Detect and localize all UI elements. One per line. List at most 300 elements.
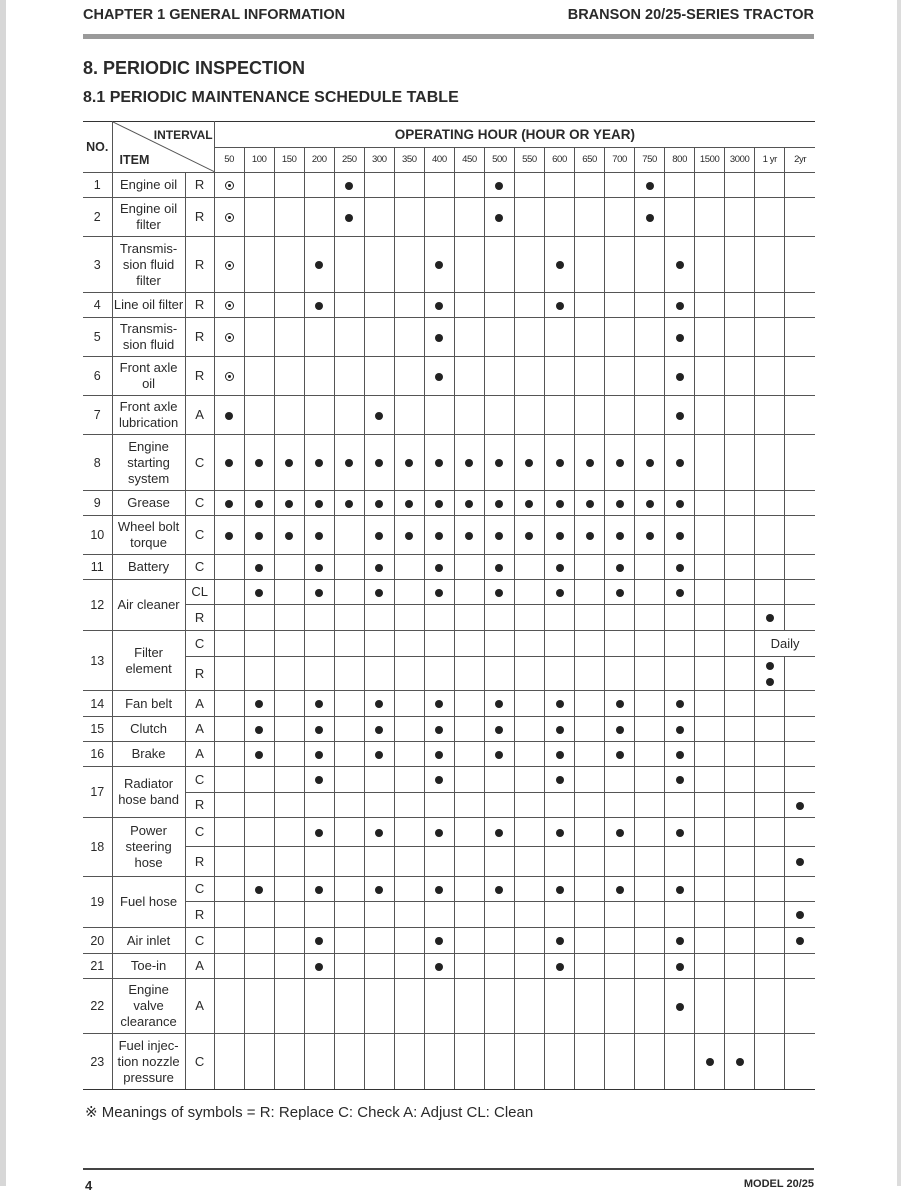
schedule-cell bbox=[364, 793, 394, 818]
table-row bbox=[83, 491, 815, 516]
schedule-cell bbox=[304, 847, 334, 877]
schedule-cell bbox=[544, 793, 574, 818]
hour-column-header: 50 bbox=[214, 148, 244, 173]
schedule-cell bbox=[274, 605, 304, 631]
schedule-cell bbox=[454, 237, 484, 293]
item-name: Radiator hose band bbox=[112, 767, 185, 818]
schedule-cell bbox=[424, 605, 454, 631]
schedule-cell bbox=[334, 928, 364, 954]
schedule-cell bbox=[575, 657, 605, 691]
schedule-cell bbox=[364, 173, 394, 198]
schedule-cell bbox=[575, 491, 605, 516]
schedule-cell bbox=[274, 902, 304, 928]
schedule-cell bbox=[214, 657, 244, 691]
schedule-cell bbox=[454, 173, 484, 198]
schedule-cell bbox=[605, 793, 635, 818]
schedule-cell bbox=[544, 1034, 574, 1090]
dot-mark bbox=[225, 412, 233, 420]
schedule-cell bbox=[394, 293, 424, 318]
schedule-cell bbox=[514, 491, 544, 516]
schedule-cell bbox=[304, 657, 334, 691]
schedule-cell bbox=[785, 491, 815, 516]
dot-mark bbox=[556, 963, 564, 971]
schedule-cell bbox=[605, 491, 635, 516]
schedule-cell bbox=[394, 357, 424, 396]
schedule-cell bbox=[484, 516, 514, 555]
schedule-cell bbox=[454, 691, 484, 717]
schedule-cell bbox=[665, 631, 695, 657]
schedule-cell bbox=[514, 818, 544, 847]
hour-column-header: 200 bbox=[304, 148, 334, 173]
initial-replace-mark bbox=[225, 213, 234, 222]
dot-mark bbox=[405, 500, 413, 508]
schedule-cell bbox=[454, 1034, 484, 1090]
schedule-cell bbox=[575, 767, 605, 793]
schedule-cell bbox=[725, 691, 755, 717]
table-row bbox=[83, 357, 815, 396]
schedule-cell bbox=[424, 173, 454, 198]
model-header: BRANSON 20/25-SERIES TRACTOR bbox=[567, 7, 814, 23]
table-row bbox=[83, 928, 815, 954]
schedule-cell bbox=[394, 555, 424, 580]
schedule-cell bbox=[695, 742, 725, 767]
schedule-cell bbox=[755, 435, 785, 491]
schedule-cell bbox=[605, 818, 635, 847]
operating-hour-header: OPERATING HOUR (HOUR OR YEAR) bbox=[214, 122, 815, 148]
schedule-cell bbox=[424, 742, 454, 767]
dot-mark bbox=[465, 500, 473, 508]
schedule-cell bbox=[514, 318, 544, 357]
schedule-cell bbox=[785, 742, 815, 767]
schedule-cell bbox=[214, 928, 244, 954]
item-name: Clutch bbox=[112, 717, 185, 742]
schedule-cell bbox=[544, 491, 574, 516]
dot-mark bbox=[315, 726, 323, 734]
schedule-cell bbox=[544, 237, 574, 293]
interval-code: C bbox=[185, 877, 214, 902]
schedule-cell bbox=[424, 516, 454, 555]
schedule-cell bbox=[334, 818, 364, 847]
schedule-cell bbox=[214, 396, 244, 435]
schedule-cell bbox=[695, 877, 725, 902]
schedule-cell bbox=[725, 1034, 755, 1090]
table-row bbox=[83, 847, 815, 877]
row-number: 14 bbox=[83, 691, 112, 717]
dot-mark bbox=[315, 589, 323, 597]
schedule-cell bbox=[274, 954, 304, 979]
schedule-cell bbox=[364, 818, 394, 847]
item-name: Transmis-sion fluid bbox=[112, 318, 185, 357]
schedule-cell bbox=[304, 491, 334, 516]
schedule-cell bbox=[484, 717, 514, 742]
schedule-cell bbox=[484, 657, 514, 691]
schedule-cell bbox=[544, 396, 574, 435]
item-name: Power steering hose bbox=[112, 818, 185, 877]
schedule-cell bbox=[394, 877, 424, 902]
schedule-cell bbox=[725, 742, 755, 767]
item-name: Fuel injec-tion nozzle pressure bbox=[112, 1034, 185, 1090]
schedule-cell bbox=[635, 767, 665, 793]
dot-mark bbox=[375, 459, 383, 467]
table-row bbox=[83, 198, 815, 237]
schedule-cell bbox=[214, 717, 244, 742]
schedule-cell bbox=[484, 902, 514, 928]
schedule-cell bbox=[695, 555, 725, 580]
dot-mark bbox=[405, 532, 413, 540]
schedule-cell bbox=[244, 237, 274, 293]
schedule-cell bbox=[755, 396, 785, 435]
dot-mark bbox=[676, 1003, 684, 1011]
schedule-cell bbox=[454, 396, 484, 435]
dot-mark bbox=[556, 751, 564, 759]
schedule-cell bbox=[514, 396, 544, 435]
dot-mark bbox=[315, 500, 323, 508]
schedule-cell bbox=[484, 293, 514, 318]
dot-mark bbox=[315, 829, 323, 837]
schedule-cell bbox=[665, 1034, 695, 1090]
schedule-cell bbox=[785, 435, 815, 491]
table-row bbox=[83, 877, 815, 902]
schedule-cell bbox=[484, 357, 514, 396]
schedule-cell bbox=[575, 793, 605, 818]
dot-mark bbox=[556, 261, 564, 269]
schedule-cell bbox=[665, 580, 695, 605]
schedule-cell bbox=[575, 847, 605, 877]
schedule-cell bbox=[635, 691, 665, 717]
schedule-cell bbox=[364, 902, 394, 928]
schedule-cell bbox=[364, 767, 394, 793]
schedule-cell bbox=[785, 318, 815, 357]
schedule-cell bbox=[214, 173, 244, 198]
item-name: Fan belt bbox=[112, 691, 185, 717]
schedule-cell bbox=[665, 357, 695, 396]
row-number: 16 bbox=[83, 742, 112, 767]
dot-mark bbox=[375, 412, 383, 420]
schedule-cell bbox=[274, 657, 304, 691]
schedule-cell bbox=[605, 435, 635, 491]
schedule-cell bbox=[424, 928, 454, 954]
schedule-cell bbox=[544, 818, 574, 847]
schedule-cell bbox=[755, 818, 785, 847]
schedule-cell bbox=[244, 928, 274, 954]
interval-label: INTERVAL bbox=[153, 128, 213, 142]
schedule-cell bbox=[274, 435, 304, 491]
hour-column-header: 1500 bbox=[695, 148, 725, 173]
interval-code: A bbox=[185, 742, 214, 767]
schedule-cell bbox=[605, 928, 635, 954]
schedule-cell bbox=[334, 198, 364, 237]
schedule-cell bbox=[575, 979, 605, 1034]
dot-mark bbox=[676, 532, 684, 540]
schedule-cell bbox=[274, 580, 304, 605]
schedule-cell bbox=[214, 516, 244, 555]
schedule-cell bbox=[364, 396, 394, 435]
schedule-cell bbox=[484, 979, 514, 1034]
schedule-cell bbox=[665, 928, 695, 954]
schedule-cell bbox=[725, 717, 755, 742]
interval-code: R bbox=[185, 173, 214, 198]
schedule-cell bbox=[755, 173, 785, 198]
dot-mark bbox=[435, 261, 443, 269]
schedule-cell bbox=[575, 318, 605, 357]
schedule-cell bbox=[394, 767, 424, 793]
schedule-cell bbox=[725, 605, 755, 631]
schedule-cell bbox=[424, 717, 454, 742]
schedule-cell bbox=[214, 979, 244, 1034]
dot-mark bbox=[646, 214, 654, 222]
schedule-cell bbox=[695, 173, 725, 198]
schedule-cell bbox=[725, 516, 755, 555]
schedule-cell bbox=[454, 516, 484, 555]
dot-mark bbox=[285, 500, 293, 508]
dot-mark bbox=[796, 937, 804, 945]
schedule-cell bbox=[575, 555, 605, 580]
schedule-cell bbox=[334, 396, 364, 435]
hour-column-header: 250 bbox=[334, 148, 364, 173]
dot-mark bbox=[435, 334, 443, 342]
schedule-cell bbox=[575, 237, 605, 293]
schedule-cell bbox=[484, 605, 514, 631]
dot-mark bbox=[495, 751, 503, 759]
row-number: 2 bbox=[83, 198, 112, 237]
dot-mark bbox=[375, 829, 383, 837]
schedule-cell bbox=[244, 979, 274, 1034]
schedule-cell bbox=[665, 198, 695, 237]
schedule-cell bbox=[755, 954, 785, 979]
schedule-cell bbox=[725, 580, 755, 605]
schedule-cell bbox=[605, 516, 635, 555]
schedule-cell bbox=[304, 767, 334, 793]
schedule-cell bbox=[334, 657, 364, 691]
schedule-cell bbox=[785, 691, 815, 717]
schedule-cell bbox=[364, 877, 394, 902]
schedule-cell bbox=[244, 318, 274, 357]
item-name: Wheel bolt torque bbox=[112, 516, 185, 555]
schedule-cell bbox=[695, 631, 725, 657]
schedule-cell bbox=[214, 691, 244, 717]
schedule-cell bbox=[514, 928, 544, 954]
dot-mark bbox=[556, 564, 564, 572]
schedule-cell bbox=[785, 847, 815, 877]
schedule-cell bbox=[695, 293, 725, 318]
schedule-cell bbox=[394, 237, 424, 293]
schedule-cell bbox=[394, 847, 424, 877]
dot-mark bbox=[285, 532, 293, 540]
row-number: 1 bbox=[83, 173, 112, 198]
schedule-cell bbox=[635, 396, 665, 435]
schedule-cell bbox=[695, 954, 725, 979]
schedule-cell bbox=[274, 767, 304, 793]
schedule-cell bbox=[214, 954, 244, 979]
dot-mark bbox=[556, 459, 564, 467]
dot-mark bbox=[676, 751, 684, 759]
schedule-cell bbox=[635, 1034, 665, 1090]
schedule-cell bbox=[695, 847, 725, 877]
dot-mark bbox=[556, 500, 564, 508]
schedule-cell bbox=[424, 979, 454, 1034]
schedule-cell bbox=[695, 396, 725, 435]
schedule-cell bbox=[755, 491, 785, 516]
header-row-1 bbox=[83, 122, 815, 148]
schedule-cell bbox=[424, 954, 454, 979]
interval-code: R bbox=[185, 237, 214, 293]
no-header: NO. bbox=[83, 122, 112, 173]
schedule-cell bbox=[635, 198, 665, 237]
dot-mark bbox=[676, 564, 684, 572]
schedule-cell bbox=[304, 580, 334, 605]
dot-mark bbox=[225, 532, 233, 540]
schedule-cell bbox=[785, 516, 815, 555]
hour-column-header: 500 bbox=[484, 148, 514, 173]
schedule-cell bbox=[394, 691, 424, 717]
schedule-cell bbox=[484, 691, 514, 717]
schedule-cell bbox=[665, 979, 695, 1034]
dot-mark bbox=[766, 614, 774, 622]
schedule-cell bbox=[334, 631, 364, 657]
dot-mark bbox=[375, 532, 383, 540]
schedule-cell bbox=[665, 902, 695, 928]
schedule-cell bbox=[484, 877, 514, 902]
dot-mark bbox=[676, 302, 684, 310]
schedule-cell bbox=[755, 357, 785, 396]
schedule-cell bbox=[695, 818, 725, 847]
interval-code: A bbox=[185, 691, 214, 717]
schedule-cell bbox=[484, 491, 514, 516]
schedule-cell bbox=[695, 793, 725, 818]
schedule-cell bbox=[665, 516, 695, 555]
schedule-cell bbox=[635, 516, 665, 555]
initial-replace-mark bbox=[225, 301, 234, 310]
schedule-cell bbox=[514, 555, 544, 580]
schedule-cell bbox=[785, 293, 815, 318]
schedule-cell bbox=[454, 580, 484, 605]
schedule-cell bbox=[364, 691, 394, 717]
schedule-cell bbox=[304, 318, 334, 357]
schedule-cell bbox=[454, 293, 484, 318]
schedule-cell bbox=[544, 742, 574, 767]
schedule-cell bbox=[274, 691, 304, 717]
schedule-cell bbox=[214, 198, 244, 237]
dot-mark bbox=[676, 334, 684, 342]
schedule-cell bbox=[575, 717, 605, 742]
hour-column-header: 150 bbox=[274, 148, 304, 173]
schedule-cell bbox=[214, 435, 244, 491]
schedule-cell bbox=[605, 657, 635, 691]
row-number: 9 bbox=[83, 491, 112, 516]
interval-code: A bbox=[185, 979, 214, 1034]
schedule-cell bbox=[514, 902, 544, 928]
schedule-cell bbox=[244, 818, 274, 847]
schedule-cell bbox=[304, 516, 334, 555]
schedule-cell bbox=[635, 357, 665, 396]
schedule-cell bbox=[364, 657, 394, 691]
schedule-cell bbox=[514, 173, 544, 198]
schedule-cell bbox=[364, 742, 394, 767]
schedule-cell bbox=[514, 691, 544, 717]
dot-mark bbox=[525, 500, 533, 508]
schedule-cell bbox=[785, 1034, 815, 1090]
schedule-cell bbox=[424, 1034, 454, 1090]
schedule-cell bbox=[244, 847, 274, 877]
schedule-cell bbox=[484, 631, 514, 657]
schedule-cell bbox=[214, 237, 244, 293]
schedule-cell bbox=[755, 877, 785, 902]
schedule-cell bbox=[575, 902, 605, 928]
schedule-cell bbox=[334, 605, 364, 631]
schedule-cell bbox=[544, 657, 574, 691]
dot-mark bbox=[556, 776, 564, 784]
dot-mark bbox=[495, 564, 503, 572]
schedule-cell bbox=[394, 657, 424, 691]
schedule-cell bbox=[544, 902, 574, 928]
schedule-cell bbox=[695, 318, 725, 357]
dot-mark bbox=[495, 886, 503, 894]
dot-mark bbox=[435, 776, 443, 784]
schedule-cell bbox=[394, 396, 424, 435]
item-name: Toe-in bbox=[112, 954, 185, 979]
schedule-cell bbox=[635, 877, 665, 902]
dot-mark bbox=[646, 532, 654, 540]
schedule-cell bbox=[665, 293, 695, 318]
hour-column-header: 100 bbox=[244, 148, 274, 173]
schedule-cell bbox=[244, 717, 274, 742]
schedule-cell bbox=[665, 954, 695, 979]
item-name: Filter element bbox=[112, 631, 185, 691]
schedule-cell bbox=[785, 357, 815, 396]
hour-column-header: 700 bbox=[605, 148, 635, 173]
schedule-cell bbox=[725, 173, 755, 198]
dot-mark bbox=[616, 886, 624, 894]
row-number: 21 bbox=[83, 954, 112, 979]
schedule-cell bbox=[364, 198, 394, 237]
row-number: 22 bbox=[83, 979, 112, 1034]
schedule-cell bbox=[424, 580, 454, 605]
schedule-cell bbox=[454, 847, 484, 877]
schedule-cell bbox=[484, 1034, 514, 1090]
row-number: 20 bbox=[83, 928, 112, 954]
interval-code: C bbox=[185, 767, 214, 793]
schedule-cell bbox=[755, 793, 785, 818]
schedule-cell bbox=[785, 657, 815, 691]
schedule-cell bbox=[695, 516, 725, 555]
schedule-cell bbox=[725, 631, 755, 657]
schedule-cell bbox=[334, 902, 364, 928]
row-number: 19 bbox=[83, 877, 112, 928]
schedule-cell bbox=[394, 902, 424, 928]
dot-mark bbox=[435, 829, 443, 837]
schedule-cell bbox=[304, 877, 334, 902]
interval-code: A bbox=[185, 717, 214, 742]
schedule-cell bbox=[514, 742, 544, 767]
schedule-cell bbox=[635, 818, 665, 847]
schedule-cell bbox=[244, 173, 274, 198]
dot-mark bbox=[345, 182, 353, 190]
schedule-cell bbox=[544, 954, 574, 979]
dot-mark bbox=[315, 700, 323, 708]
schedule-cell bbox=[304, 631, 334, 657]
schedule-cell bbox=[484, 742, 514, 767]
schedule-cell bbox=[394, 928, 424, 954]
schedule-cell bbox=[304, 979, 334, 1034]
item-name: Engine oil filter bbox=[112, 198, 185, 237]
schedule-cell bbox=[394, 491, 424, 516]
row-number: 18 bbox=[83, 818, 112, 877]
schedule-cell bbox=[605, 631, 635, 657]
schedule-cell bbox=[725, 657, 755, 691]
schedule-cell bbox=[394, 818, 424, 847]
interval-item-corner bbox=[112, 122, 214, 173]
dot-mark bbox=[676, 412, 684, 420]
